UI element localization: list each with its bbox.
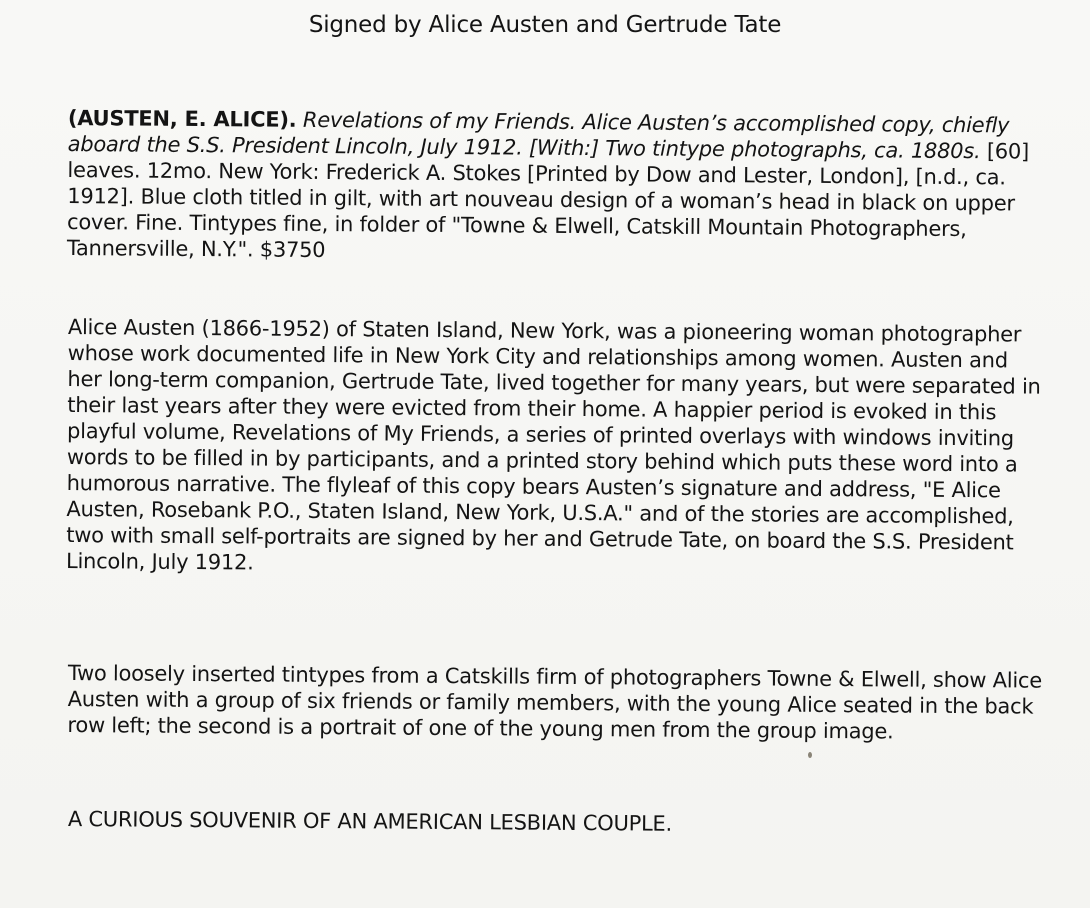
catalog-entry [67,105,1043,269]
entry-details: [60] leaves. 12mo. New York: Frederick A. Stokes [Printed by Dow and Lester, London], [n.d., ca. 1912]. Blue cloth titled in gilt, with art nouveau design of a woman’s head in black on upper cover. Fine. Tintypes fine, in folder of "Towne & Elwell, Catskill Mountain Photographers, Tannersville, N.Y.". $3750 [66,139,1030,263]
page-title: Signed by Alice Austen and Gertrude Tate [308,12,782,38]
entry-heading: (AUSTEN, E. ALICE). [67,105,297,132]
tintypes-paragraph: Two loosely inserted tintypes from a Catskills firm of photographers Towne & Elwell, show Alice Austen with a group of six friends or family members, with the young Alice seated in the back row left; the second is a portrait of one of the young men from the group image. [67,660,1043,744]
closing-line: A CURIOUS SOUVENIR OF AN AMERICAN LESBIAN COUPLE. [67,806,673,836]
paper-speck [808,752,812,758]
entry-title: Revelations of my Friends. Alice Austen’s accomplished copy, chiefly aboard the S.S. President Lincoln, July 1912. [With:] Two tintype photographs, ca. 1880s. [67,107,1010,164]
description-paragraph: Alice Austen (1866-1952) of Staten Island, New York, was a pioneering woman photographer whose work documented life in New York City and relationships among women. Austen and her long-term companion, Gertrude Tate, lived together for many years, but were separated in their last years after they were evicted from their home. A happier period is evoked in this playful volume, Revelations of My Friends, a series of printed overlays with windows inviting words to be filled in by participants, and a printed story behind which puts these word into a humorous narrative. The flyleaf of this copy bears Austen’s signature and address, "E Alice Austen, Rosebank P.O., Staten Island, New York, U.S.A." and of the stories are accomplished, two with small self-portraits are signed by her and Getrude Tate, on board the S.S. President Lincoln, July 1912. [65,314,1041,575]
